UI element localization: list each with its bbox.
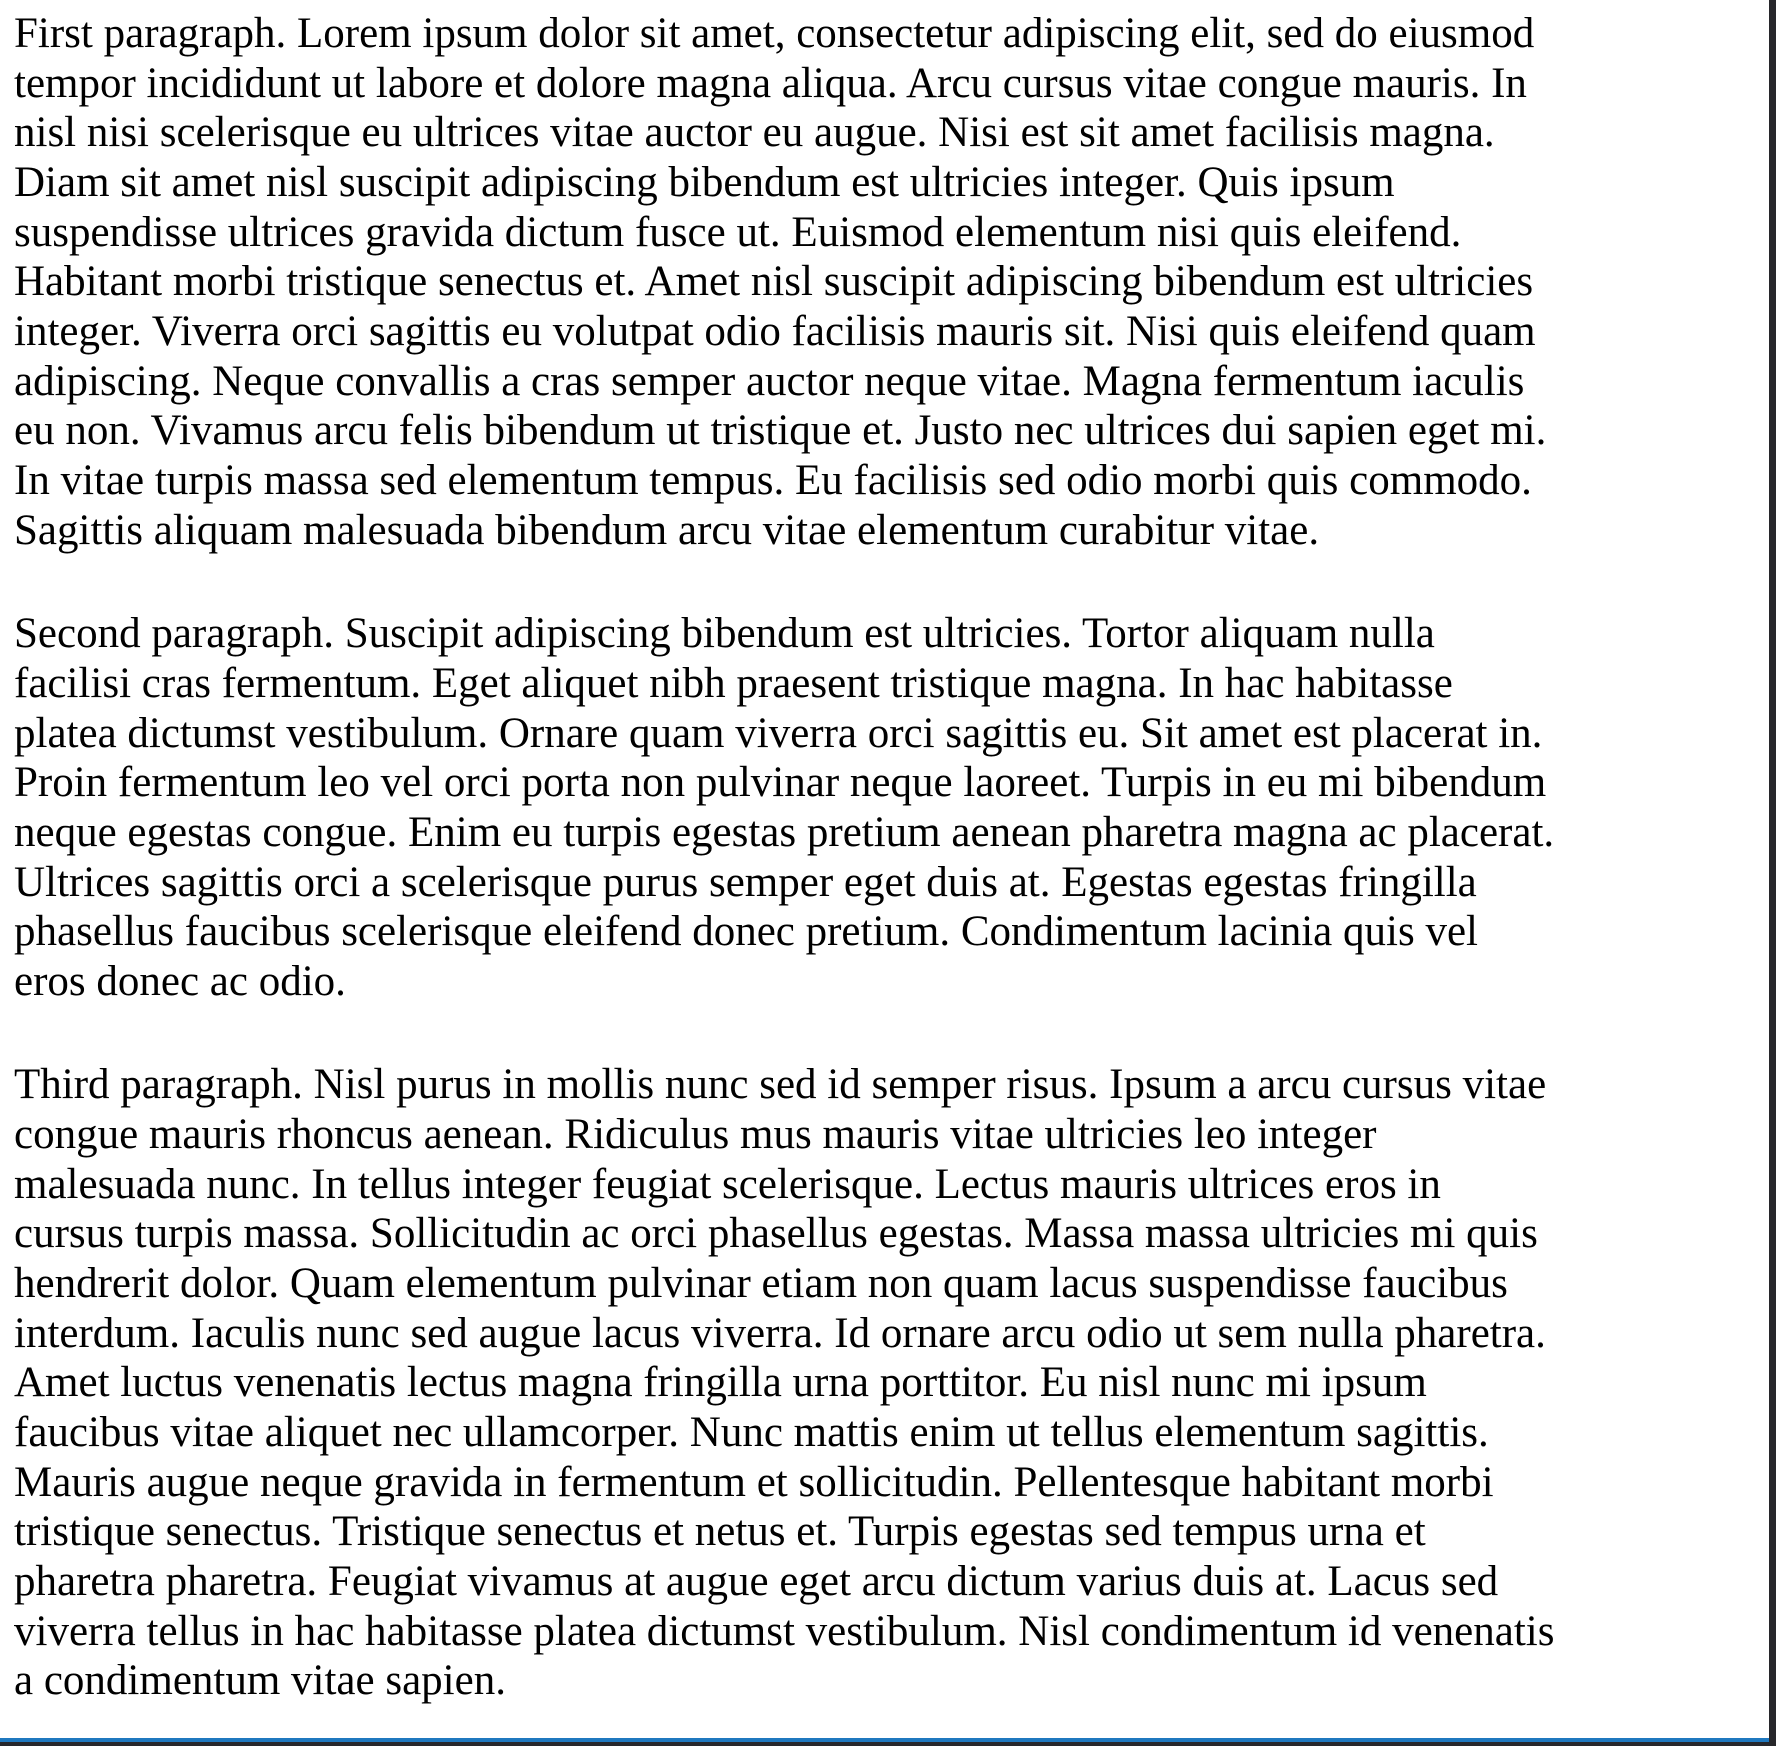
paragraph-first: First paragraph. Lorem ipsum dolor sit amet, consectetur adipiscing elit, sed do eiusmod tempor incididunt ut labore et dolore magna aliqua. Arcu cursus vitae congue mauris. In nisl nisi scelerisque eu ultrices vitae auctor eu augue. Nisi est sit amet facilisis magna. Diam sit amet nisl suscipit adipiscing bibendum est ultricies integer. Quis ipsum suspendisse ultrices gravida dictum fusce ut. Euismod elementum nisi quis eleifend. Habitant morbi tristique senectus et. Amet nisl suscipit adipiscing bibendum est ultricies integer. Viverra orci sagittis eu volutpat odio facilisis mauris sit. Nisi quis eleifend quam adipiscing. Neque convallis a cras semper auctor neque vitae. Magna fermentum iaculis eu non. Vivamus arcu felis bibendum ut tristique et. Justo nec ultrices dui sapien eget mi. In vitae turpis massa sed elementum tempus. Eu facilisis sed odio morbi quis commodo. Sagittis aliquam malesuada bibendum arcu vitae elementum curabitur vitae. bbox=[14, 10, 1547, 554]
paragraph-third: Third paragraph. Nisl purus in mollis nunc sed id semper risus. Ipsum a arcu cursus vitae congue mauris rhoncus aenean. Ridiculus mus mauris vitae ultricies leo integer malesuada nunc. In tellus integer feugiat scelerisque. Lectus mauris ultrices eros in cursus turpis massa. Sollicitudin ac orci phasellus egestas. Massa massa ultricies mi quis hendrerit dolor. Quam elementum pulvinar etiam non quam lacus suspendisse faucibus interdum. Iaculis nunc sed augue lacus viverra. Id ornare arcu odio ut sem nulla pharetra. Amet luctus venenatis lectus magna fringilla urna porttitor. Eu nisl nunc mi ipsum faucibus vitae aliquet nec ullamcorper. Nunc mattis enim ut tellus elementum sagittis. Mauris augue neque gravida in fermentum et sollicitudin. Pellentesque habitant morbi tristique senectus. Tristique senectus et netus et. Turpis egestas sed tempus urna et pharetra pharetra. Feugiat vivamus at augue eget arcu dictum varius duis at. Lacus sed viverra tellus in hac habitasse platea dictumst vestibulum. Nisl condimentum id venenatis a condimentum vitae sapien. bbox=[14, 1061, 1555, 1705]
paragraph-second: Second paragraph. Suscipit adipiscing bibendum est ultricies. Tortor aliquam nulla facilisi cras fermentum. Eget aliquet nibh praesent tristique magna. In hac habitasse platea dictumst vestibulum. Ornare quam viverra orci sagittis eu. Sit amet est placerat in. Proin fermentum leo vel orci porta non pulvinar neque laoreet. Turpis in eu mi bibendum neque egestas congue. Enim eu turpis egestas pretium aenean pharetra magna ac placerat. Ultrices sagittis orci a scelerisque purus semper eget duis at. Egestas egestas fringilla phasellus faucibus scelerisque eleifend donec pretium. Condimentum lacinia quis vel eros donec ac odio. bbox=[14, 610, 1555, 1005]
